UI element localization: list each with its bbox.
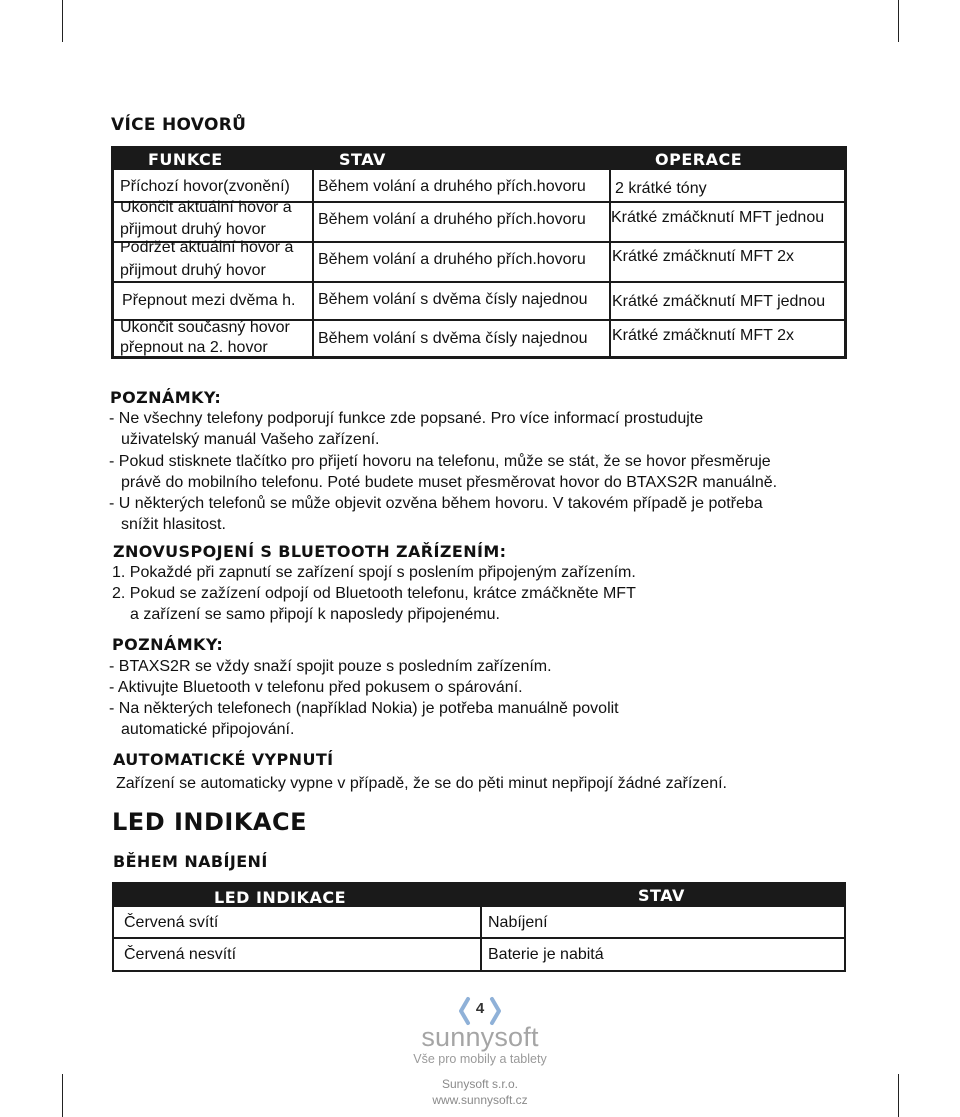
- table-cell-operation: Krátké zmáčknutí MFT 2x: [612, 248, 794, 265]
- note-line: právě do mobilního telefonu. Poté budete muset přesměrovat hovor do BTAXS2R manuálně.: [121, 474, 778, 491]
- table-cell-function: přijmout druhý hovor: [120, 262, 266, 279]
- crop-mark-bottom-left: [62, 1074, 63, 1117]
- reconnect-line: 1. Pokaždé při zapnutí se zařízení spojí s poslením připojeným zařízením.: [112, 564, 636, 581]
- website-url: www.sunnysoft.cz: [432, 1093, 528, 1107]
- note-line: - Na některých telefonech (například Nokia) je potřeba manuálně povolit: [109, 700, 619, 717]
- header-state: STAV: [339, 150, 386, 169]
- table-cell-state: Během volání a druhého přích.hovoru: [318, 211, 586, 228]
- table-cell-state: Během volání s dvěma čísly najednou: [318, 291, 588, 308]
- column-divider: [312, 170, 314, 356]
- table-cell-led: Červená nesvítí: [124, 946, 237, 963]
- note-line: - BTAXS2R se vždy snaží spojit pouze s posledním zařízením.: [109, 658, 552, 675]
- table-cell-state: Během volání s dvěma čísly najednou: [318, 330, 588, 347]
- table-cell-function: Podržet aktuální hovor a: [120, 239, 294, 256]
- table-cell-function: Příchozí hovor(zvonění): [120, 178, 290, 195]
- reconnect-line: 2. Pokud se zažízení odpojí od Bluetooth telefonu, krátce zmáčkněte MFT: [112, 585, 636, 602]
- table-cell-function: Přepnout mezi dvěma h.: [122, 292, 296, 309]
- header-function: FUNKCE: [148, 150, 223, 169]
- table-cell-operation: 2 krátké tóny: [615, 180, 707, 197]
- column-divider: [609, 170, 611, 356]
- auto-off-heading: AUTOMATICKÉ VYPNUTÍ: [113, 750, 334, 769]
- note-line: snížit hlasitost.: [121, 516, 226, 533]
- table-cell-led-state: Nabíjení: [488, 914, 548, 931]
- note-line: uživatelský manuál Vašeho zařízení.: [121, 431, 380, 448]
- note-line: automatické připojování.: [121, 721, 295, 738]
- led-section-title: LED INDIKACE: [112, 808, 308, 836]
- section-title-multiple-calls: VÍCE HOVORŮ: [111, 115, 247, 135]
- notes-heading: POZNÁMKY:: [112, 635, 224, 654]
- reconnect-heading: ZNOVUSPOJENÍ S BLUETOOTH ZAŘÍZENÍM:: [113, 542, 507, 561]
- brand-tagline: Vše pro mobily a tablety: [413, 1052, 547, 1066]
- table-cell-function: Ukončit současný hovor: [120, 319, 290, 336]
- row-divider: [114, 937, 844, 939]
- note-line: - U některých telefonů se může objevit ozvěna během hovoru. V takovém případě je potřeba: [109, 495, 763, 512]
- header-led-state: STAV: [638, 886, 685, 905]
- crop-mark-top-right: [898, 0, 899, 42]
- auto-off-text: Zařízení se automaticky vypne v případě, že se do pěti minut nepřipojí žádné zařízení.: [116, 775, 727, 792]
- header-led-indication: LED INDIKACE: [214, 888, 347, 907]
- table-cell-operation: Krátké zmáčknutí MFT 2x: [612, 327, 794, 344]
- page-number: 4: [475, 1000, 485, 1017]
- header-operation: OPERACE: [655, 150, 743, 169]
- note-line: - Ne všechny telefony podporují funkce zde popsané. Pro více informací prostudujte: [109, 410, 704, 427]
- table-header: [114, 884, 844, 907]
- table-header: [114, 149, 844, 170]
- company-name: Sunysoft s.r.o.: [441, 1077, 519, 1091]
- table-cell-led: Červená svítí: [124, 914, 219, 931]
- table-cell-operation: Krátké zmáčknutí MFT jednou: [612, 293, 826, 310]
- table-cell-state: Během volání a druhého přích.hovoru: [318, 178, 586, 195]
- note-line: - Aktivujte Bluetooth v telefonu před pokusem o spárování.: [109, 679, 523, 696]
- sunnysoft-logo: sunnysoft: [421, 1022, 539, 1052]
- table-cell-function: Ukončit aktuální hovor a: [120, 199, 292, 216]
- table-cell-operation: Krátké zmáčknutí MFT jednou: [611, 209, 825, 226]
- table-cell-state: Během volání a druhého přích.hovoru: [318, 251, 586, 268]
- charging-subtitle: BĚHEM NABÍJENÍ: [113, 852, 268, 871]
- led-indication-table: [112, 882, 846, 972]
- reconnect-line: a zařízení se samo připojí k naposledy připojenému.: [130, 606, 500, 623]
- crop-mark-top-left: [62, 0, 63, 42]
- row-divider: [114, 281, 844, 283]
- note-line: - Pokud stisknete tlačítko pro přijetí hovoru na telefonu, může se stát, že se hovor přesměruje: [109, 453, 771, 470]
- table-cell-function: přepnout na 2. hovor: [120, 339, 268, 356]
- table-cell-function: přijmout druhý hovor: [120, 221, 266, 238]
- table-cell-led-state: Baterie je nabitá: [488, 946, 604, 963]
- notes-heading: POZNÁMKY:: [110, 388, 222, 407]
- crop-mark-bottom-right: [898, 1074, 899, 1117]
- multiple-calls-table: [111, 146, 847, 359]
